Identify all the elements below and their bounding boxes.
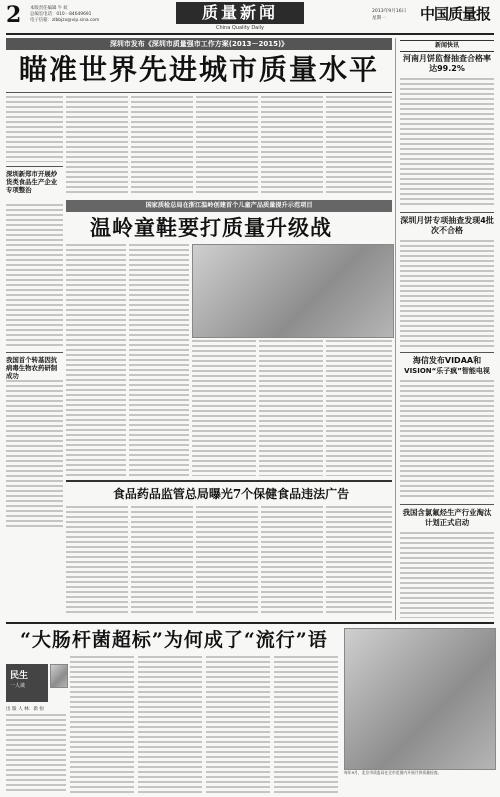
right-rule-1: [400, 212, 494, 213]
feature-body-col-1: [66, 244, 126, 476]
date-line: 2013年9月16日: [372, 9, 407, 14]
photo-caption: 每年9月，北京市质监局在全市范围内开展月饼质量检查。: [344, 770, 442, 775]
feature-body-col-2: [129, 244, 189, 476]
hotline-line: 总编室电话：010－84649691: [30, 12, 92, 17]
left-story1-title: 深圳新郑市开展炒货类食品生产企业专项整治: [6, 170, 58, 194]
lead-body-col-1: [6, 96, 63, 162]
left-story2-body: [6, 380, 63, 530]
right-ad-title-1: 海信发布VIDAA和: [412, 356, 482, 365]
section-subtitle: China Quality Daily: [216, 25, 264, 31]
editor-info: [30, 6, 99, 24]
left-story2-title: 我国首个转基因抗病毒生物农药研制成功: [6, 356, 58, 380]
bottom-body-col-1: [6, 714, 66, 794]
right-rule-3: [400, 504, 494, 505]
section-banner: [176, 2, 304, 24]
lead-headline: 瞄准世界先进城市质量水平: [18, 53, 379, 86]
right-brief3-body: [400, 532, 494, 618]
right-brief1-body: [400, 78, 494, 208]
bottom-body-col-4: [206, 656, 270, 794]
column-sub: 一人谈: [10, 683, 26, 689]
email-line: 电子信箱：zlbbjzx@vip.sina.com: [30, 18, 100, 23]
section-title: 质量新闻: [201, 3, 278, 22]
lead-body-col-2: [66, 96, 128, 196]
right-brief2-title: 深圳月饼专项抽查发现4批次不合格: [400, 216, 494, 235]
lead-kicker-bar: [6, 38, 392, 50]
market-photo: [344, 628, 496, 770]
news-flash-label-box: [400, 40, 494, 52]
lead-body-col-4: [196, 96, 258, 196]
middle-headline: 食品药品监管总局曝光7个保健食品违法广告: [112, 487, 350, 501]
page-number: 2: [6, 2, 22, 28]
middle-rule: [66, 480, 392, 482]
lead-kicker: 深圳市发布《深圳市质量强市工作方案(2013－2015)》: [109, 40, 289, 48]
left-rule-2: [6, 352, 63, 353]
right-brief2-body: [400, 240, 494, 350]
author-photo: [50, 664, 68, 688]
bottom-body-col-3: [138, 656, 202, 794]
byline: 出 版 人 林：新 恒: [6, 707, 44, 712]
bottom-headline: “大肠杆菌超标”为何成了“流行”语: [20, 629, 328, 651]
masthead-logo: 中国质量报: [420, 5, 491, 23]
left-rule-1: [6, 166, 63, 167]
right-divider: [395, 38, 396, 620]
bottom-body-col-2: [70, 656, 134, 794]
middle-body-col-3: [196, 506, 258, 616]
feature-body-col-5: [326, 340, 392, 476]
editor-line: 本版责任编辑 牛 虹: [30, 6, 68, 11]
middle-body-col-4: [261, 506, 323, 616]
lead-body-col-5: [261, 96, 323, 196]
bottom-body-col-5: [274, 656, 338, 794]
right-ad-body: [400, 380, 494, 500]
header-rule: [6, 33, 494, 35]
column-badge: [6, 664, 48, 702]
weekday-line: 星期一: [372, 16, 386, 21]
left-story1-body: [6, 204, 63, 349]
feature-headline: 温岭童鞋要打质量升级战: [90, 215, 332, 240]
news-flash-label: 新闻快讯: [434, 42, 459, 49]
bottom-rule: [6, 622, 494, 624]
right-brief1-title: 河南月饼监督抽查合格率达99.2%: [403, 54, 491, 73]
feature-body-col-3: [192, 340, 256, 476]
middle-body-col-2: [131, 506, 193, 616]
right-rule-2: [400, 352, 494, 353]
right-ad-title-2: VISION“乐子疯”智能电视: [404, 367, 490, 375]
lead-body-col-6: [326, 96, 392, 196]
lead-rule: [6, 92, 392, 93]
shoe-factory-photo: [192, 244, 394, 338]
column-label: 民生: [10, 671, 29, 681]
feature-body-col-4: [259, 340, 323, 476]
middle-body-col-1: [66, 506, 128, 616]
feature-kicker-bar: [66, 200, 392, 212]
middle-body-col-5: [326, 506, 392, 616]
feature-kicker: 国家质检总局在浙江温岭创建首个儿童产品质量提升示范项目: [145, 202, 313, 209]
right-brief3-title: 我国含氯氟烃生产行业淘汰计划正式启动: [402, 508, 492, 527]
lead-body-col-3: [131, 96, 193, 196]
